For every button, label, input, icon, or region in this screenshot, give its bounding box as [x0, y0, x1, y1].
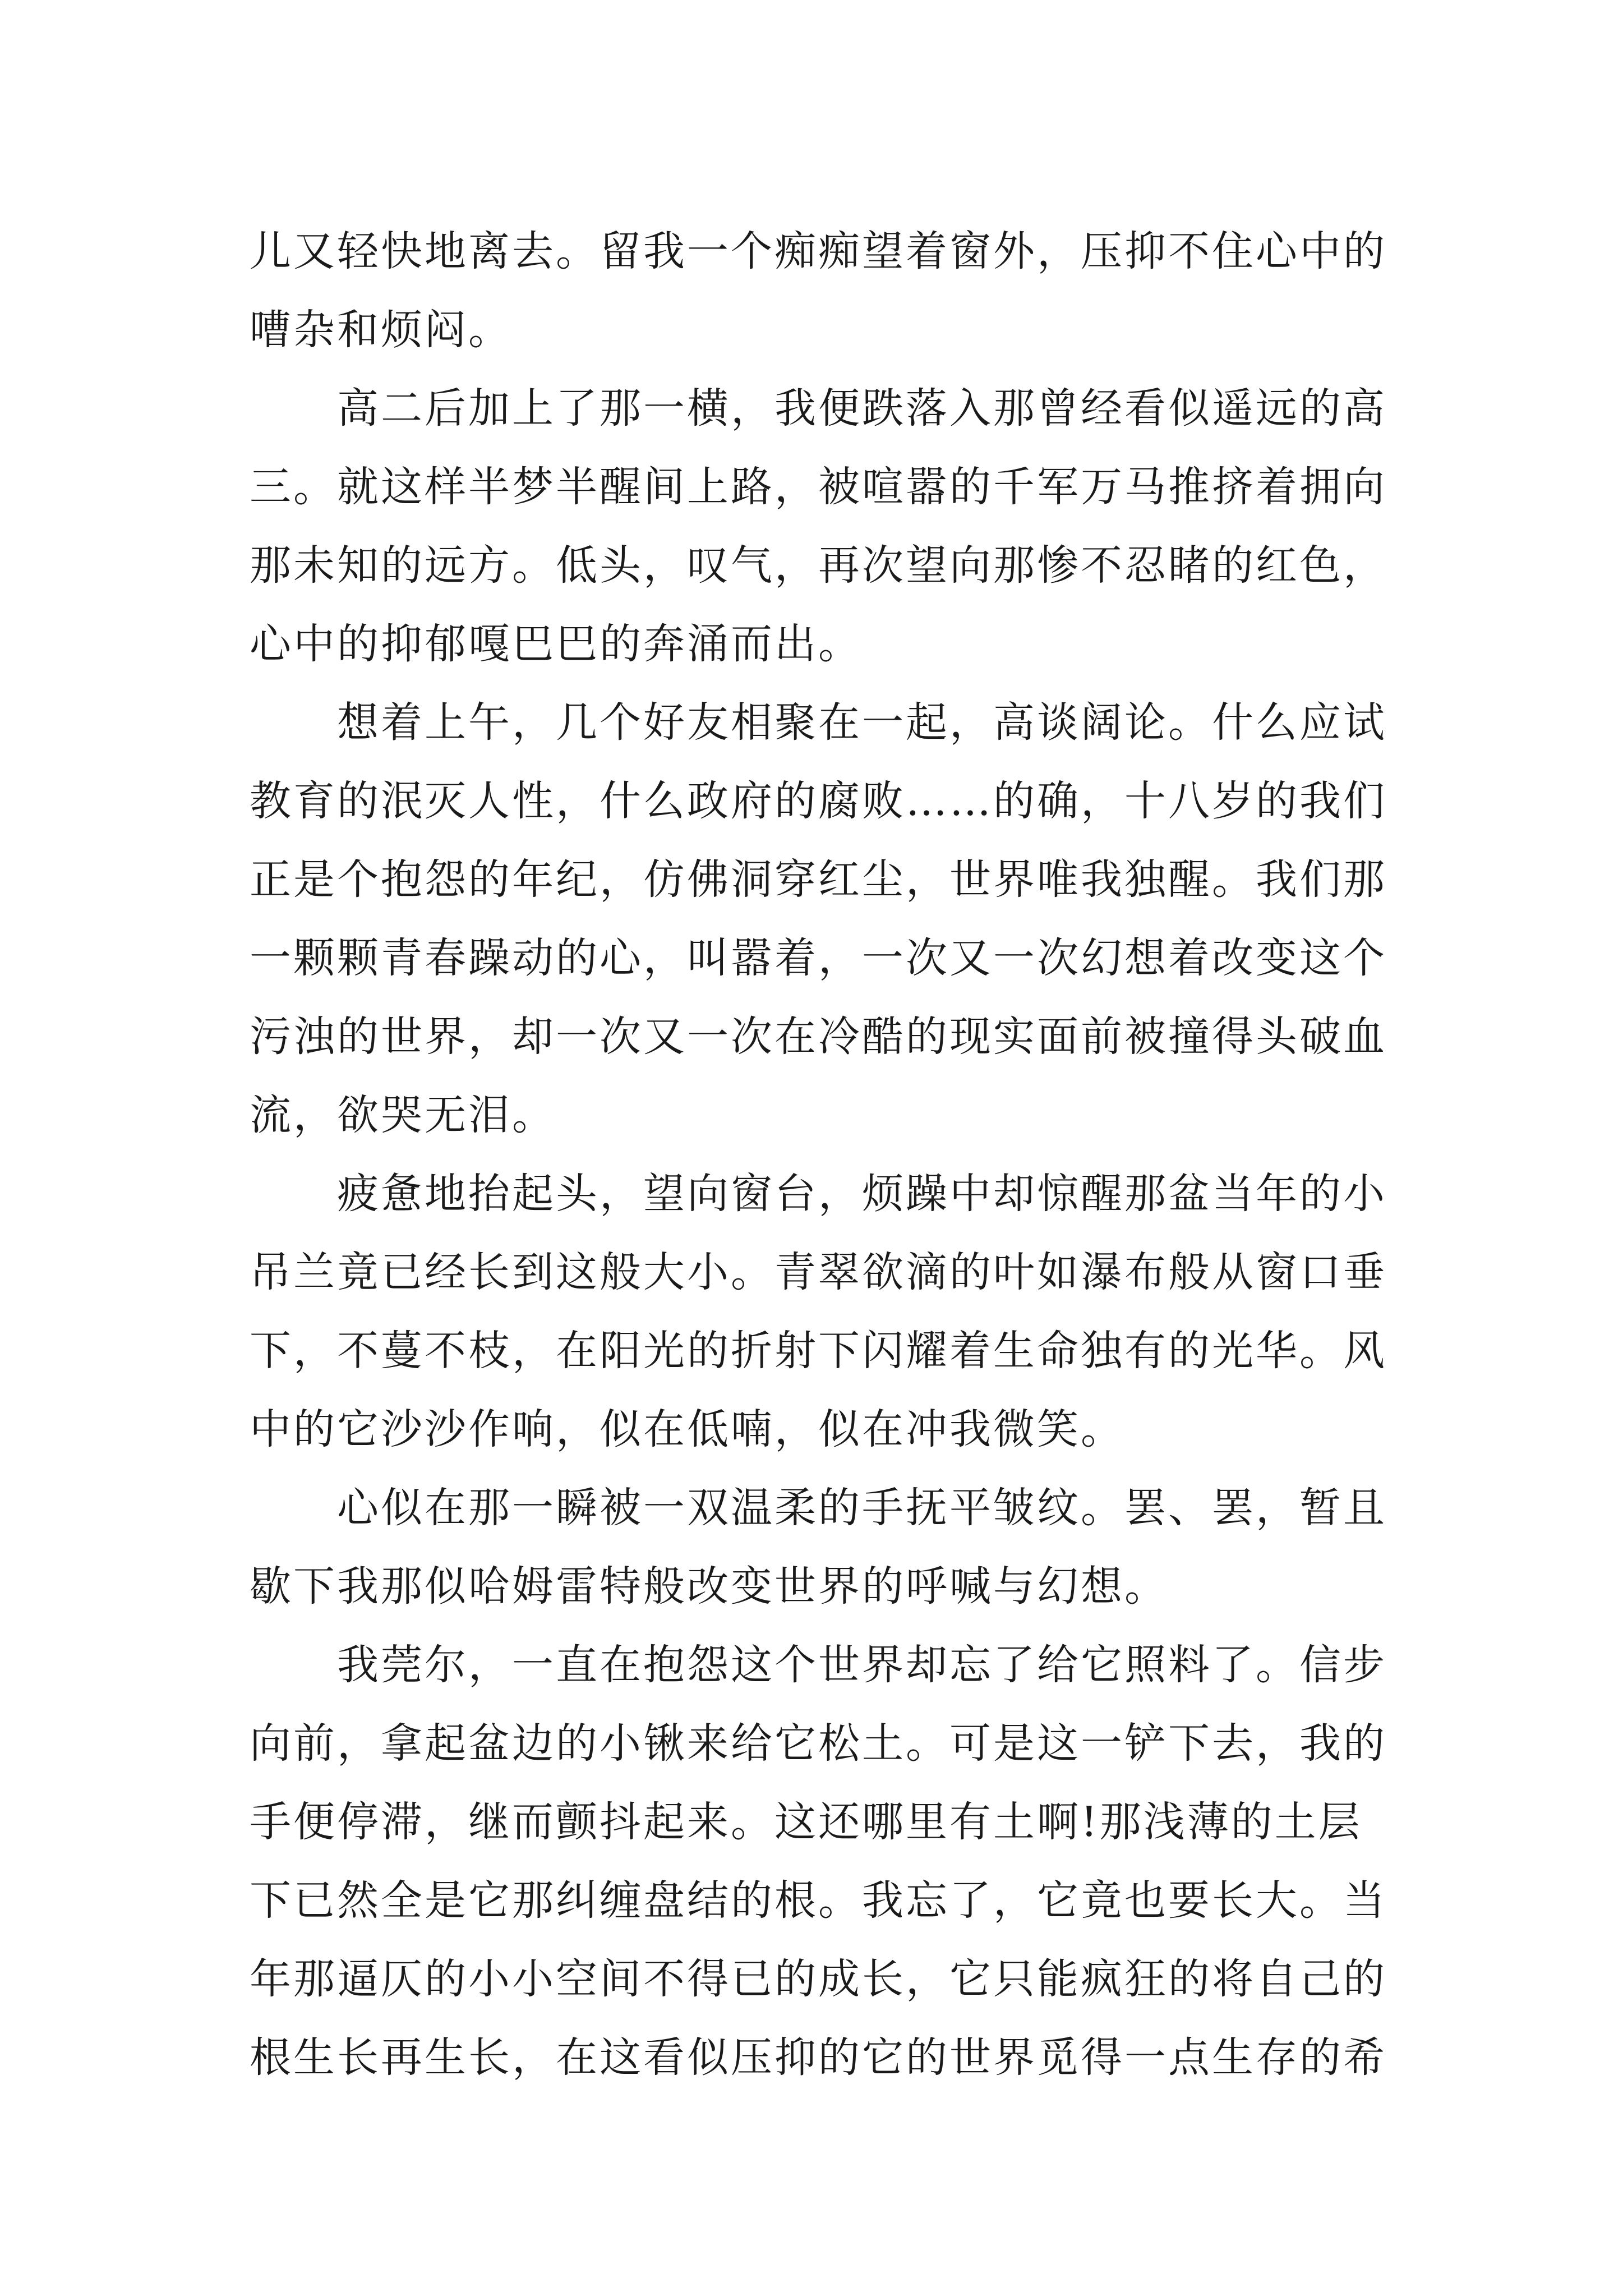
- text-line: 根生长再生长，在这看似压抑的它的世界觅得一点生存的希: [250, 2033, 1387, 2082]
- text-line: 下，不蔓不枝，在阳光的折射下闪耀着生命独有的光华。风: [250, 1327, 1387, 1375]
- text-line: 手便停滞，继而颤抖起来。这还哪里有土啊!那浅薄的土层: [250, 1798, 1362, 1846]
- text-line: 那未知的远方。低头，叹气，再次望向那惨不忍睹的红色，: [250, 541, 1387, 590]
- paragraph: [250, 1469, 1399, 1626]
- text-line: 污浊的世界，却一次又一次在冷酷的现实面前被撞得头破血: [250, 1013, 1387, 1061]
- text-line: 中的它沙沙作响，似在低喃，似在冲我微笑。: [250, 1405, 1124, 1453]
- paragraph: [250, 1154, 1399, 1469]
- text-line: 疲惫地抬起头，望向窗台，烦躁中却惊醒那盆当年的小: [250, 1170, 1387, 1218]
- text-line: 心似在那一瞬被一双温柔的手抚平皱纹。罢、罢，暂且: [250, 1484, 1387, 1532]
- text-line: 流，欲哭无泪。: [250, 1091, 556, 1139]
- paragraph: [250, 683, 1399, 1154]
- body-text: [250, 212, 1399, 2097]
- text-line: 一颗颗青春躁动的心，叫嚣着，一次又一次幻想着改变这个: [250, 934, 1387, 982]
- text-line: 三。就这样半梦半醒间上路，被喧嚣的千军万马推挤着拥向: [250, 463, 1387, 511]
- text-line: 吊兰竟已经长到这般大小。青翠欲滴的叶如瀑布般从窗口垂: [250, 1248, 1387, 1296]
- text-line: 下已然全是它那纠缠盘结的根。我忘了，它竟也要长大。当: [250, 1876, 1387, 1925]
- text-line: 向前，拿起盆边的小锹来给它松土。可是这一铲下去，我的: [250, 1719, 1387, 1768]
- text-line: 年那逼仄的小小空间不得已的成长，它只能疯狂的将自己的: [250, 1955, 1387, 2003]
- text-line: 歇下我那似哈姆雷特般改变世界的呼喊与幻想。: [250, 1562, 1168, 1611]
- text-line: 儿又轻快地离去。留我一个痴痴望着窗外，压抑不住心中的: [250, 227, 1387, 275]
- paragraph: [250, 212, 1399, 369]
- paragraph: [250, 369, 1399, 683]
- text-line: 高二后加上了那一横，我便跌落入那曾经看似遥远的高: [250, 384, 1387, 432]
- text-line: 心中的抑郁嘎巴巴的奔涌而出。: [250, 620, 862, 668]
- text-line: 正是个抱怨的年纪，仿佛洞穿红尘，世界唯我独醒。我们那: [250, 855, 1387, 904]
- paragraph: [250, 1626, 1399, 2097]
- text-line: 嘈杂和烦闷。: [250, 306, 512, 354]
- text-line: 教育的泯灭人性，什么政府的腐败……的确，十八岁的我们: [250, 777, 1387, 825]
- text-line: 想着上午，几个好友相聚在一起，高谈阔论。什么应试: [250, 698, 1387, 747]
- text-line: 我莞尔，一直在抱怨这个世界却忘了给它照料了。信步: [250, 1641, 1387, 1689]
